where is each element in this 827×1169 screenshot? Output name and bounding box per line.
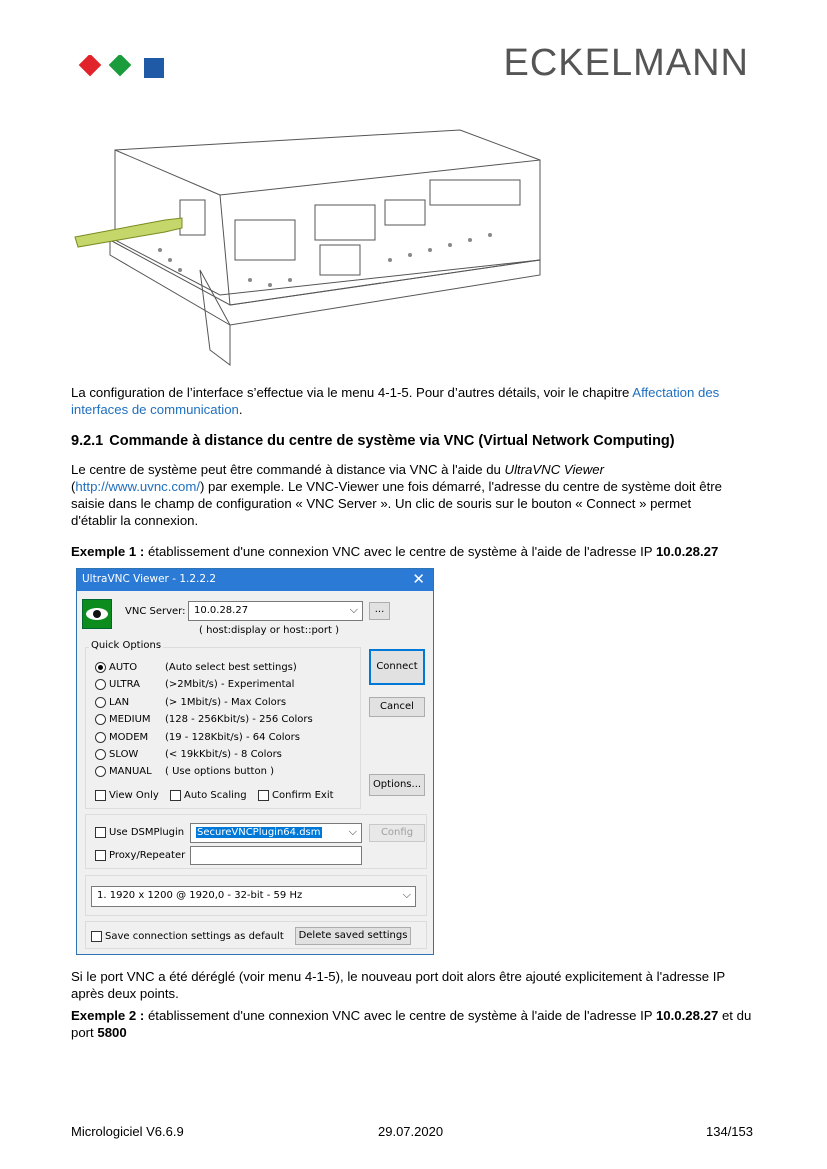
section-heading [71,433,675,449]
option-name: ULTRA [109,679,141,691]
proxy-repeater-input[interactable] [190,846,362,865]
option-name: LAN [109,696,130,708]
radio-modem[interactable] [95,732,106,743]
confirm-exit-label: Confirm Exit [272,790,334,801]
proxy-repeater-label: Proxy/Repeater [109,850,186,861]
para1-a: Le centre de système peut être commandé à distance via VNC à l'aide du [71,462,505,477]
save-settings-checkbox[interactable] [91,931,102,942]
option-description: ( Use options button ) [165,766,275,778]
logo-green-square [109,55,132,76]
intro-paragraph [71,384,757,418]
option-description: (128 - 256Kbit/s) - 256 Colors [165,714,313,726]
example2-mid: et du port [71,1008,752,1040]
use-dsm-plugin-label: Use DSMPlugin [109,827,185,838]
example2-port: 5800 [97,1025,127,1040]
dialog-title-bar [77,569,433,591]
option-description: (Auto select best settings) [165,662,297,673]
vnc-paragraph [71,461,731,529]
para1-c: ) par exemple. Le VNC-Viewer une fois démarré, l'adresse du centre de système doit être saisie dans le champ de configuration « VNC Server ». Un clic de souris sur le bouton « Connect » permet d'établir la connexion. [71,479,722,528]
view-only-checkbox[interactable] [95,790,106,801]
radio-auto[interactable] [95,662,106,673]
proxy-repeater-checkbox[interactable] [95,850,106,861]
vnc-server-value: 10.0.28.27 [194,605,249,616]
option-description: (> 1Mbit/s) - Max Colors [165,696,287,708]
example1-text: établissement d'une connexion VNC avec le centre de système à l'aide de l'adresse IP [144,544,656,559]
chevron-down-icon: ⌵ [348,825,357,838]
chevron-down-icon: ⌵ [402,888,411,901]
option-name: MODEM [109,731,149,743]
para1-italic: UltraVNC Viewer [504,462,604,477]
footer-date: 29.07.2020 [378,1124,444,1139]
chevron-down-icon: ⌵ [349,603,358,616]
vnc-server-combobox[interactable] [188,601,363,621]
cancel-button[interactable]: Cancel [369,697,425,717]
uvnc-link[interactable]: http://www.uvnc.com/ [75,479,200,494]
config-button[interactable]: Config [369,824,425,842]
option-description: (19 - 128Kbit/s) - 64 Colors [165,731,300,743]
radio-slow[interactable] [95,749,106,760]
option-description: (>2Mbit/s) - Experimental [165,679,295,691]
example2-text: établissement d'une connexion VNC avec le centre de système à l'aide de l'adresse IP [144,1008,656,1023]
confirm-exit-checkbox[interactable] [258,790,269,801]
port-paragraph: Si le port VNC a été déréglé (voir menu 4-1-5), le nouveau port doit alors être ajouté explicitement à l'adresse IP après deux points. [71,969,725,1001]
delete-saved-settings-button[interactable]: Delete saved settings [295,927,411,945]
para1-b: ( [71,479,76,494]
auto-scaling-label: Auto Scaling [184,790,247,801]
logo-blue-square [144,58,164,78]
close-icon[interactable]: ✕ [412,570,425,588]
footer-page-number: 134/153 [706,1124,753,1139]
use-dsm-plugin-checkbox[interactable] [95,827,106,838]
example2-ip: 10.0.28.27 [655,1008,719,1023]
option-name: MEDIUM [109,714,151,726]
connect-button[interactable]: Connect [369,649,425,685]
option-description: (< 19kKbit/s) - 8 Colors [165,749,282,760]
ultravnc-viewer-dialog [76,568,434,955]
section-number: 9.2.1 [71,433,104,449]
footer-firmware-version: Micrologiciel V6.6.9 [71,1124,184,1139]
save-settings-label: Save connection settings as default [105,931,284,942]
option-name: SLOW [109,749,139,760]
example2-label: Exemple 2 : [71,1008,145,1023]
dsm-plugin-combobox[interactable] [190,823,362,843]
example1-label: Exemple 1 : [71,544,145,559]
brand-name: ECKELMANN [503,42,749,84]
eckelmann-logo-squares [78,55,168,79]
browse-button[interactable]: ... [369,602,390,620]
auto-scaling-checkbox[interactable] [170,790,181,801]
network-cable [75,218,182,247]
dialog-title: UltraVNC Viewer - 1.2.2.2 [82,573,217,585]
section-title: Commande à distance du centre de système via VNC (Virtual Network Computing) [109,433,675,449]
dsm-plugin-value: SecureVNCPlugin64.dsm [197,827,321,838]
option-name: AUTO [109,662,138,673]
chapter-link[interactable]: Affectation des interfaces de communication [71,385,720,417]
example1-ip: 10.0.28.27 [655,544,719,559]
quick-options-title: Quick Options [91,640,162,651]
example2 [71,1007,757,1041]
example1 [71,543,757,560]
view-only-label: View Only [109,790,159,801]
option-name: MANUAL [109,766,152,778]
intro-end: . [238,402,243,417]
vnc-eye-icon [82,599,112,629]
options-button[interactable]: Options... [369,774,425,796]
vnc-server-label: VNC Server: [125,606,186,617]
resolution-combobox[interactable] [91,886,416,907]
server-format-hint: ( host:display or host::port ) [199,625,340,636]
intro-text: La configuration de l’interface s’effectue via le menu 4-1-5. Pour d’autres détails, voir le chapitre [71,385,633,400]
resolution-value: 1. 1920 x 1200 @ 1920,0 - 32-bit - 59 Hz [97,890,303,901]
system-center-device-illustration [70,120,550,380]
radio-lan[interactable] [95,697,106,708]
logo-red-square [79,55,102,76]
